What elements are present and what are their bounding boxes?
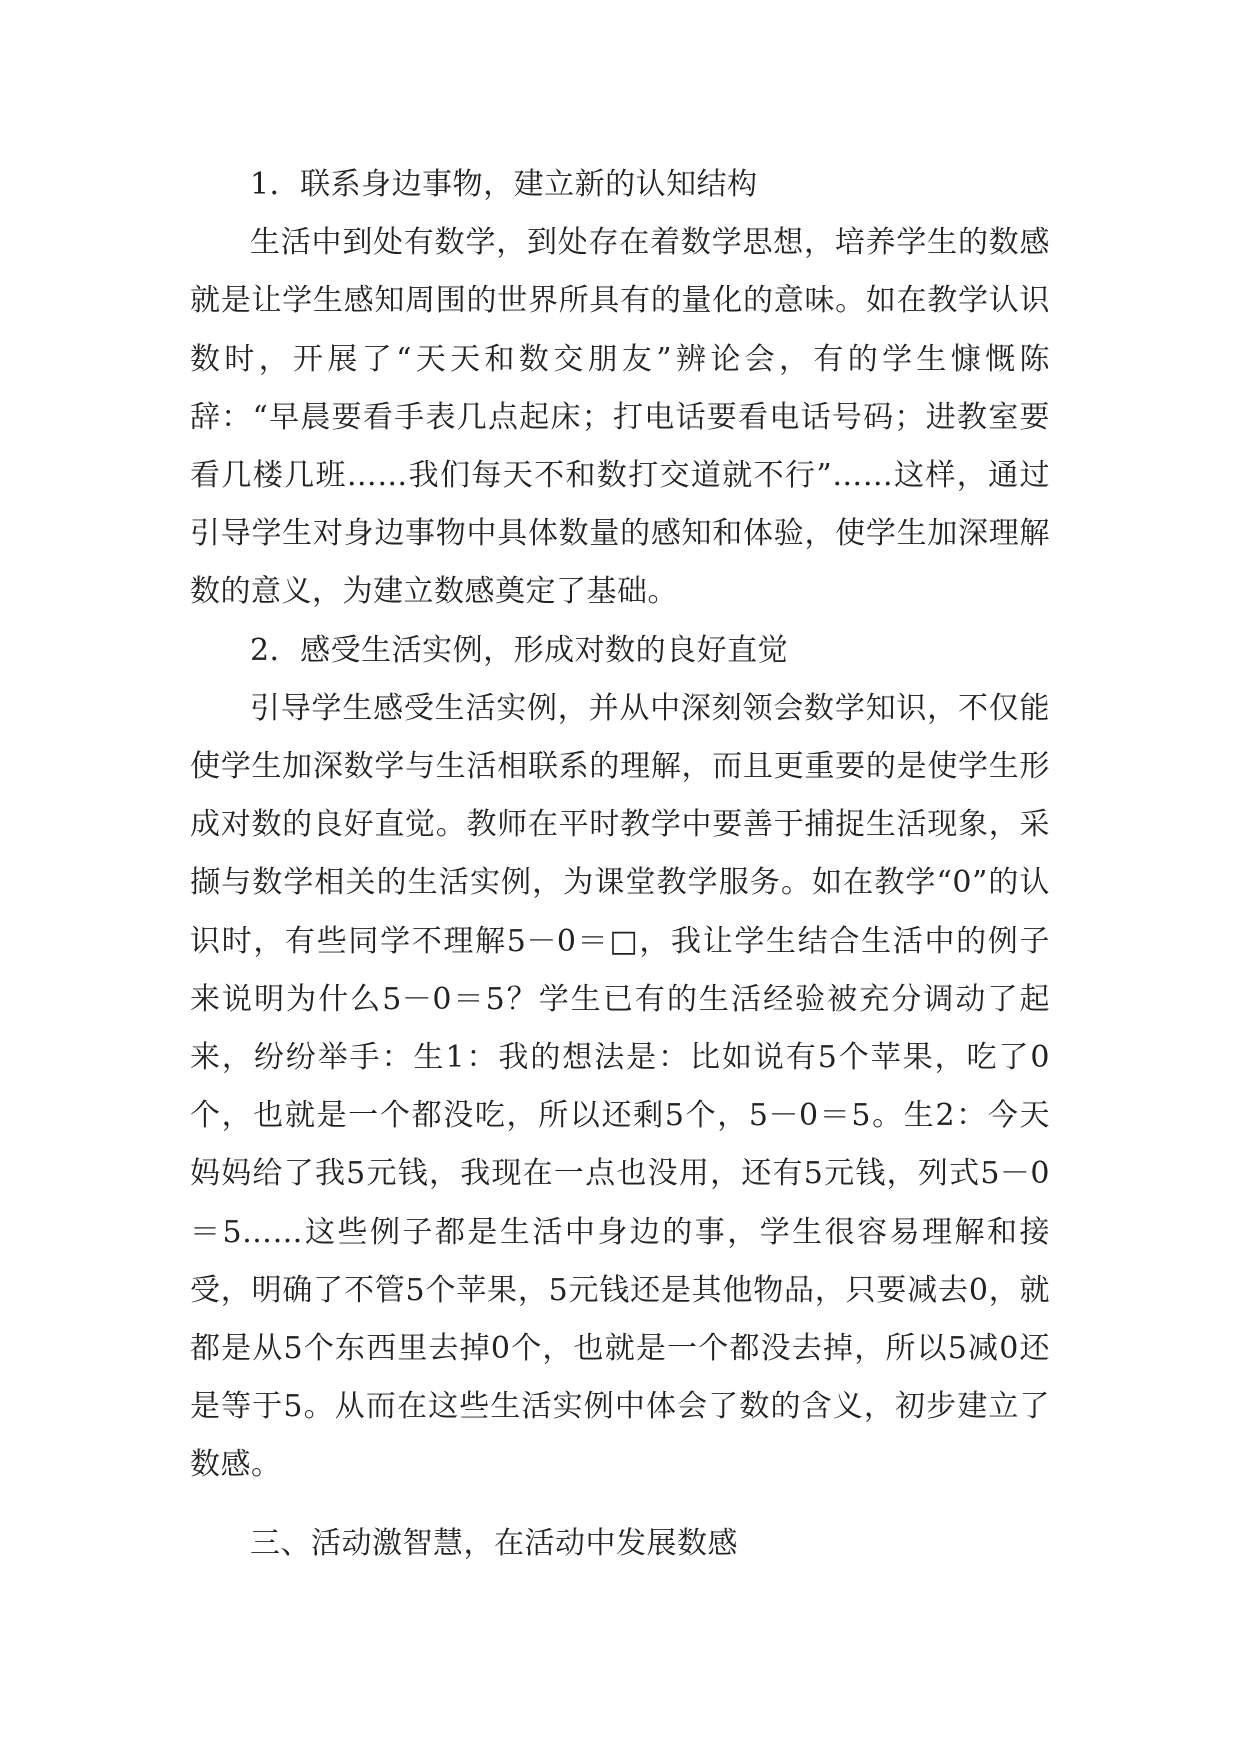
- section-heading-3: 三、活动激智慧，在活动中发展数感: [250, 1525, 738, 1561]
- document-body: [190, 156, 1050, 1573]
- paragraph-2: 引导学生感受生活实例，并从中深刻领会数学知识，不仅能使学生加深数学与生活相联系的理解，而且更重要的是使学生形成对数的良好直觉。教师在平时教学中要善于捕捉生活现象，采撷与数学相关的生活实例，为课堂教学服务。如在教学“0”的认识时，有些同学不理解5－0＝□，我让学生结合生活中的例子来说明为什么5－0＝5？学生已有的生活经验被充分调动了起来，纷纷举手：生1：我的想法是：比如说有5个苹果，吃了0个，也就是一个都没吃，所以还剩5个，5－0＝5。生2：今天妈妈给了我5元钱，我现在一点也没用，还有5元钱，列式5－0＝5……这些例子都是生活中身边的事，学生很容易理解和接受，明确了不管5个苹果，5元钱还是其他物品，只要减去0，就都是从5个东西里去掉0个，也就是一个都没去掉，所以5减0还是等于5。从而在这些生活实例中体会了数的含义，初步建立了数感。: [190, 690, 1050, 1483]
- subheading-2: 2．感受生活实例，形成对数的良好直觉: [250, 632, 789, 668]
- paragraph-1: 生活中到处有数学，到处存在着数学思想，培养学生的数感就是让学生感知周围的世界所具有的量化的意味。如在教学认识数时，开展了“天天和数交朋友”辨论会，有的学生慷慨陈辞：“早晨要看手表几点起床；打电话要看电话号码；进教室要看几楼几班……我们每天不和数打交道就不行”……这样，通过引导学生对身边事物中具体数量的感知和体验，使学生加深理解数的意义，为建立数感奠定了基础。: [190, 225, 1050, 610]
- subheading-1: 1．联系身边事物，建立新的认知结构: [250, 167, 758, 202]
